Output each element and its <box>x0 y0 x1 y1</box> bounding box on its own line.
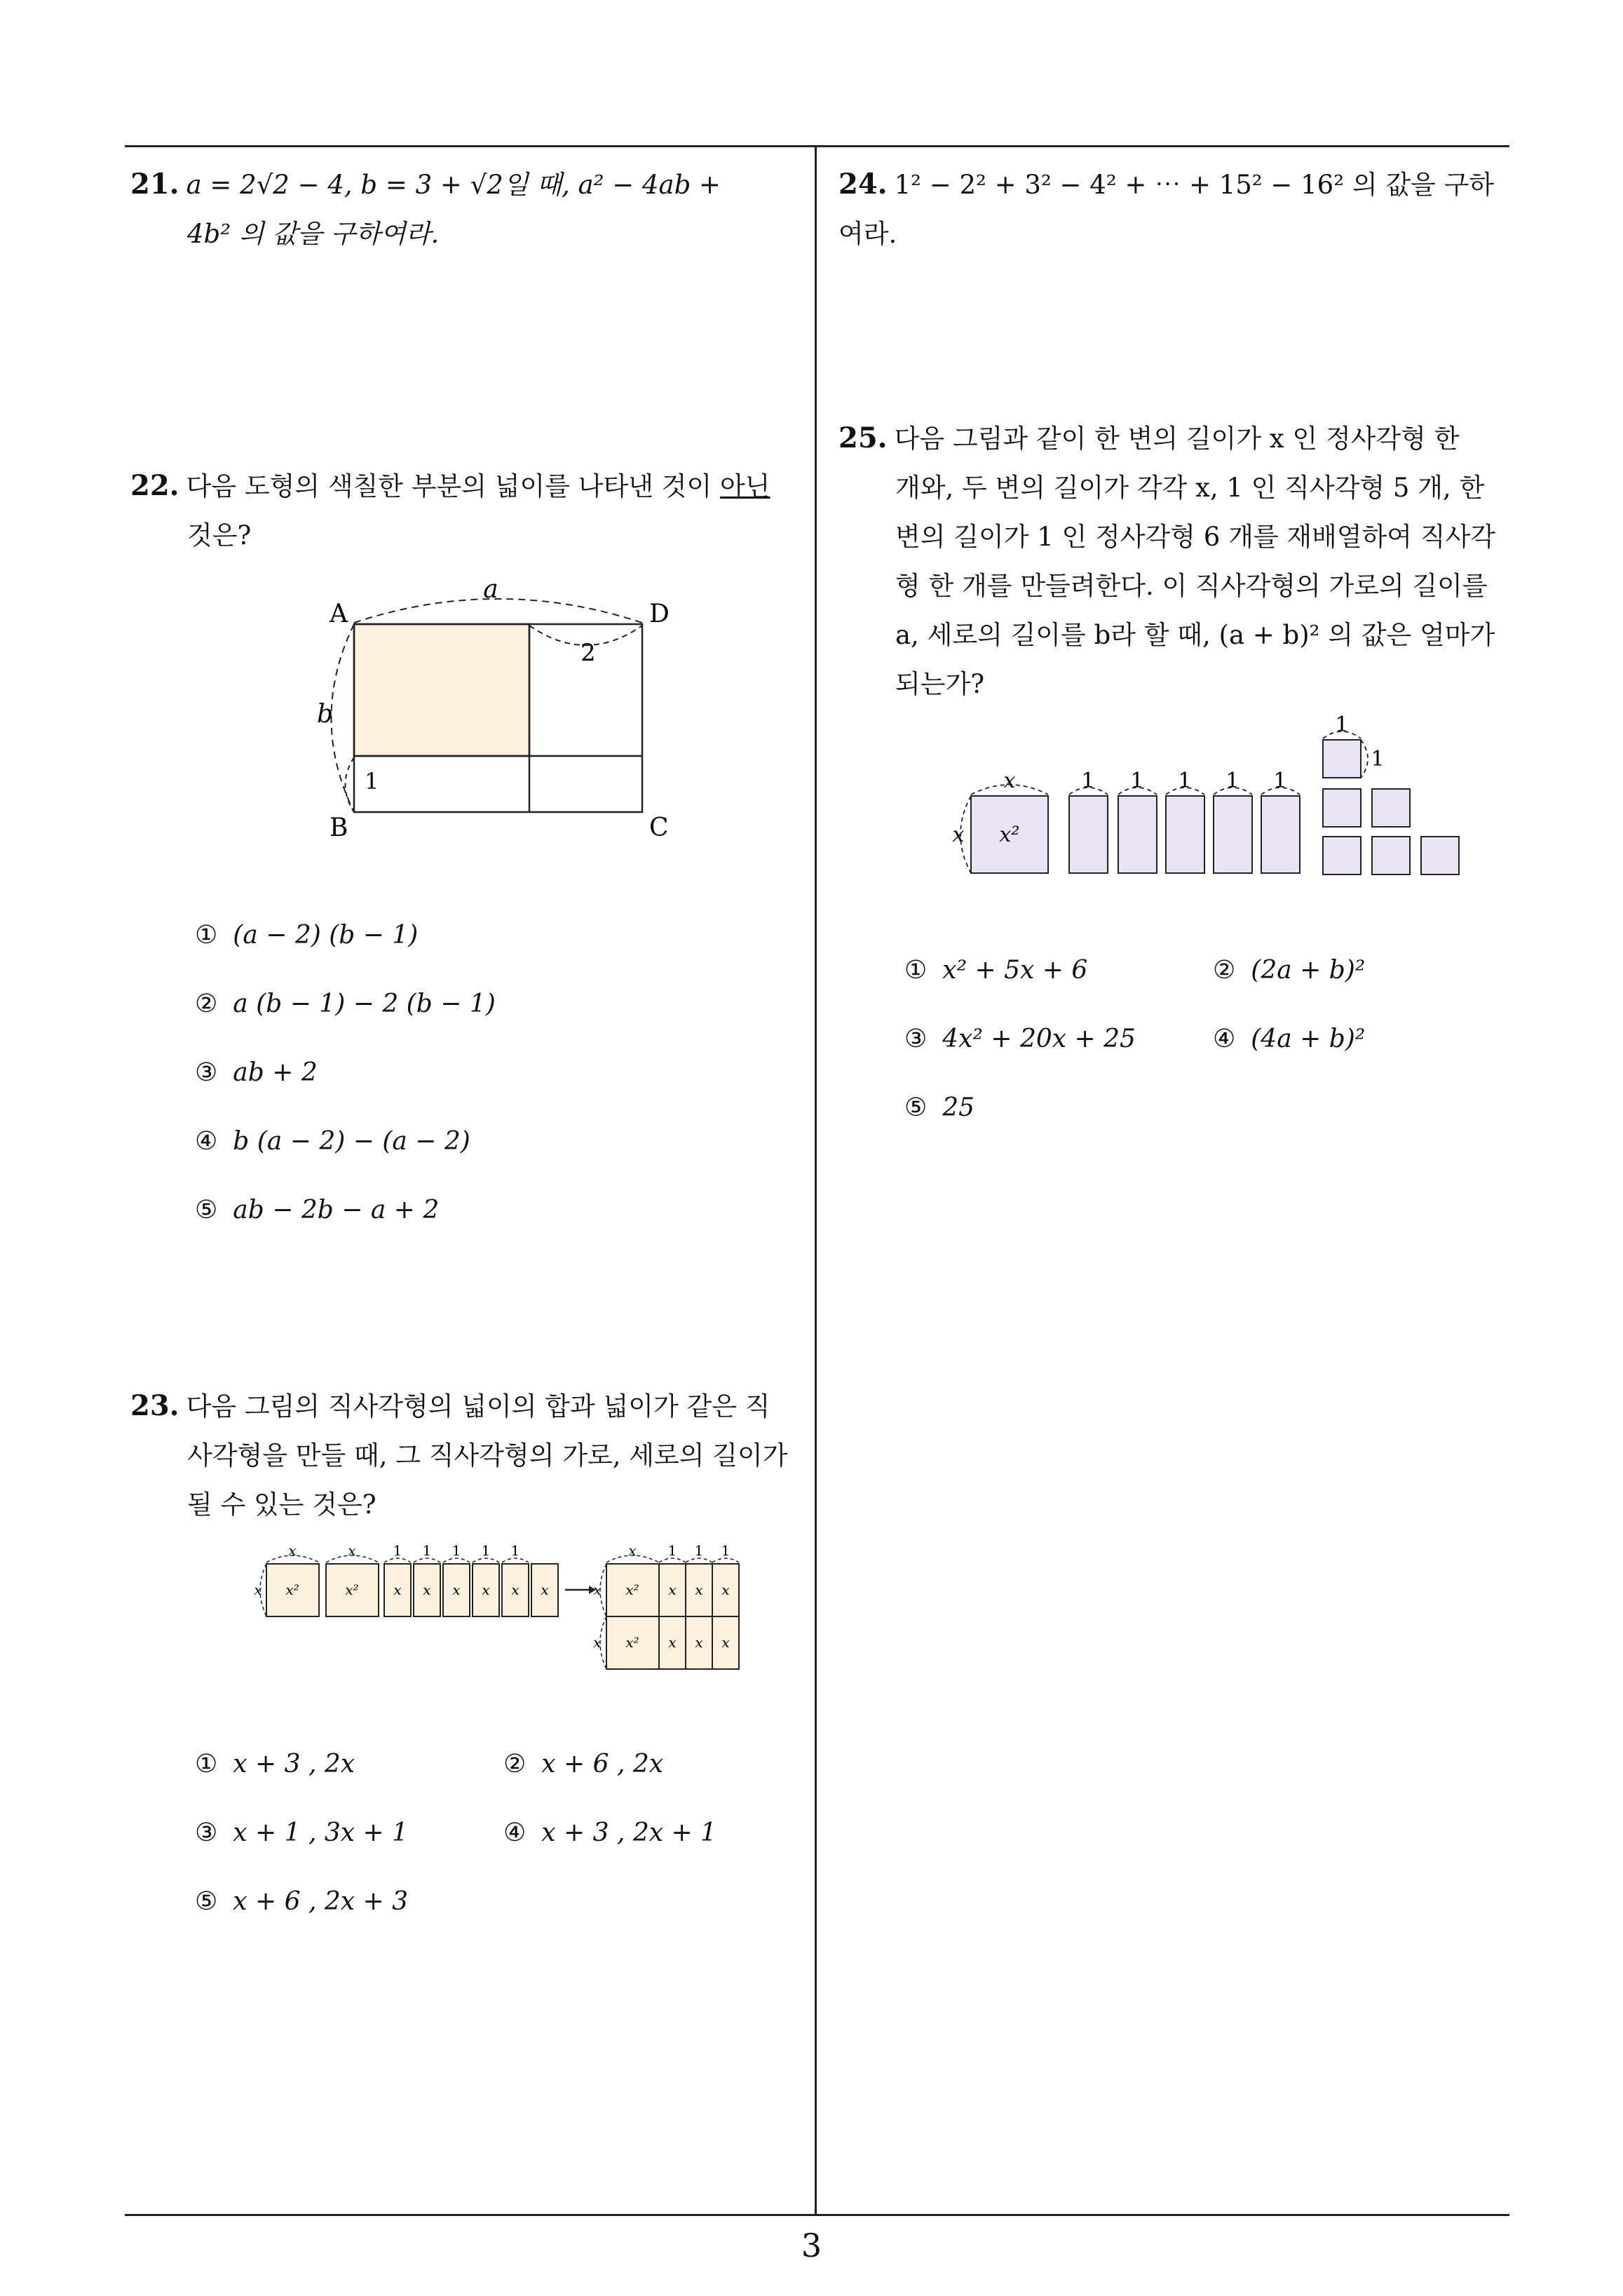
label-x: x <box>254 1581 262 1598</box>
label-x: x <box>721 1634 730 1651</box>
question-number: 24. <box>838 168 888 201</box>
choice-number: ① <box>195 921 218 950</box>
choice-2[interactable] <box>503 1749 663 1780</box>
label-x: x <box>628 1543 637 1559</box>
choice-number: ④ <box>503 1818 527 1847</box>
choice-5[interactable] <box>195 1195 439 1226</box>
label-1: 1 <box>422 1543 432 1559</box>
choice-text: x² + 5x + 6 <box>942 956 1088 985</box>
question-text: a, 세로의 길이를 b라 할 때, (a + b)² 의 값은 얼마가 <box>895 620 1495 650</box>
label-x: x <box>668 1581 677 1598</box>
choice-text: (2a + b)² <box>1251 956 1366 985</box>
choice-text: x + 3 , 2x + 1 <box>541 1818 717 1847</box>
label-x2: x² <box>625 1634 639 1651</box>
dashed-arc-b <box>332 624 355 812</box>
choice-1[interactable] <box>195 920 418 951</box>
choice-number: ③ <box>195 1818 218 1847</box>
label-x2: x² <box>345 1581 359 1598</box>
choice-3[interactable] <box>195 1818 408 1849</box>
label-1: 1 <box>1081 769 1095 793</box>
question-text: a = 2√2 − 4, b = 3 + √2일 때, a² − 4ab + <box>186 170 721 200</box>
label-x: x <box>1003 769 1016 793</box>
question-number: 23. <box>130 1389 179 1422</box>
label-x: x <box>423 1581 431 1598</box>
label-x: x <box>348 1543 356 1559</box>
label-x: x <box>452 1581 461 1598</box>
label-x: x <box>511 1581 520 1598</box>
choice-number: ② <box>1213 956 1236 985</box>
question-text: 4b² 의 값을 구하여라. <box>187 219 440 249</box>
question-text: 변의 길이가 1 인 정사각형 6 개를 재배열하여 직사각 <box>895 522 1496 552</box>
choice-text: 4x² + 20x + 25 <box>942 1025 1136 1053</box>
q25-figure <box>943 708 1476 898</box>
label-x: x <box>952 823 965 847</box>
label-a: a <box>483 582 498 604</box>
question-number: 21. <box>130 168 179 201</box>
choice-number: ⑤ <box>195 1887 218 1916</box>
choice-2[interactable] <box>1213 955 1365 986</box>
choice-text: ab − 2b − a + 2 <box>233 1196 440 1224</box>
choice-number: ④ <box>195 1127 218 1156</box>
label-x: x <box>695 1581 703 1598</box>
question-text-underlined: 아닌 <box>720 471 770 501</box>
label-x: x <box>695 1634 703 1651</box>
choice-2[interactable] <box>195 989 496 1020</box>
label-C: C <box>649 813 669 842</box>
choice-text: (4a + b)² <box>1251 1025 1366 1053</box>
label-1: 1 <box>1273 769 1287 793</box>
choice-number: ① <box>195 1750 218 1778</box>
label-x: x <box>482 1581 490 1598</box>
bottom-rule <box>125 2214 1509 2216</box>
choice-text: b (a − 2) − (a − 2) <box>233 1127 470 1156</box>
label-1: 1 <box>365 768 379 795</box>
q22-figure <box>308 582 687 849</box>
question-25 <box>838 414 1512 709</box>
label-1: 1 <box>1225 769 1240 793</box>
label-2: 2 <box>580 639 596 667</box>
label-x: x <box>593 1581 602 1598</box>
label-1: 1 <box>1178 769 1192 793</box>
choice-text: (a − 2) (b − 1) <box>233 921 419 950</box>
label-A: A <box>330 600 348 628</box>
question-text: 다음 그림의 직사각형의 넓이의 합과 넓이가 같은 직 <box>186 1391 770 1422</box>
question-text: 다음 그림과 같이 한 변의 길이가 x 인 정사각형 한 <box>894 424 1460 454</box>
label-1: 1 <box>1130 769 1144 793</box>
question-22 <box>130 461 803 560</box>
choice-number: ② <box>503 1750 527 1778</box>
choice-text: x + 1 , 3x + 1 <box>233 1818 409 1847</box>
question-23 <box>130 1382 803 1529</box>
question-text: 되는가? <box>895 669 985 699</box>
choice-3[interactable] <box>904 1024 1136 1055</box>
question-21 <box>130 160 803 259</box>
label-x2: x² <box>625 1581 639 1598</box>
choice-text: x + 6 , 2x <box>541 1750 664 1778</box>
choice-number: ③ <box>195 1058 218 1087</box>
choice-number: ① <box>904 956 928 985</box>
question-text: 1² − 2² + 3² − 4² + ⋯ + 15² − 16² 의 값을 구하여라. <box>838 170 1495 249</box>
label-1: 1 <box>1371 747 1385 771</box>
shaded-rectangle <box>354 624 529 756</box>
label-x2: x² <box>285 1581 299 1598</box>
label-1: 1 <box>694 1543 704 1559</box>
choice-4[interactable] <box>503 1818 717 1849</box>
choice-text: a (b − 1) − 2 (b − 1) <box>233 990 496 1018</box>
top-rule <box>125 145 1509 147</box>
question-text: 사각형을 만들 때, 그 직사각형의 가로, 세로의 길이가 <box>187 1440 788 1471</box>
label-x: x <box>721 1581 730 1598</box>
question-text: 다음 도형의 색칠한 부분의 넓이를 나타낸 것이 <box>186 471 721 501</box>
choice-4[interactable] <box>195 1126 470 1157</box>
question-text: 형 한 개를 만들려한다. 이 직사각형의 가로의 길이를 <box>895 571 1488 601</box>
question-number: 22. <box>130 469 179 502</box>
choice-number: ④ <box>1213 1025 1236 1053</box>
question-24 <box>838 160 1512 259</box>
label-1: 1 <box>481 1543 491 1559</box>
label-x: x <box>541 1581 549 1598</box>
label-1: 1 <box>1335 713 1349 737</box>
choice-5[interactable] <box>904 1093 975 1123</box>
choice-text: x + 3 , 2x <box>233 1750 355 1778</box>
choice-text: ab + 2 <box>233 1058 318 1087</box>
choice-1[interactable] <box>904 955 1087 986</box>
q23-figure <box>252 1543 743 1676</box>
page-number: 3 <box>801 2227 822 2264</box>
choice-number: ② <box>195 990 218 1018</box>
label-b: b <box>317 700 334 729</box>
choice-number: ③ <box>904 1025 928 1053</box>
question-text: 개와, 두 변의 길이가 각각 x, 1 인 직사각형 5 개, 한 <box>895 473 1485 503</box>
label-1: 1 <box>721 1543 731 1559</box>
choice-number: ⑤ <box>195 1196 218 1224</box>
choice-5[interactable] <box>195 1886 408 1917</box>
label-1: 1 <box>667 1543 677 1559</box>
question-text: 것은? <box>187 520 252 551</box>
dashed-arc-1 <box>346 757 355 812</box>
column-divider <box>815 147 817 2215</box>
choice-1[interactable] <box>195 1749 355 1780</box>
label-x: x <box>288 1543 297 1559</box>
label-x: x <box>593 1634 602 1651</box>
label-x: x <box>393 1581 402 1598</box>
label-B: B <box>330 813 348 842</box>
label-1: 1 <box>393 1543 402 1559</box>
choice-text: x + 6 , 2x + 3 <box>233 1887 409 1916</box>
label-D: D <box>649 600 670 628</box>
question-text: 될 수 있는 것은? <box>187 1490 376 1520</box>
label-x2: x² <box>999 823 1020 847</box>
choice-number: ⑤ <box>904 1093 928 1122</box>
label-1: 1 <box>510 1543 520 1559</box>
label-1: 1 <box>451 1543 461 1559</box>
choice-text: 25 <box>942 1093 975 1122</box>
question-number: 25. <box>838 421 888 454</box>
choice-4[interactable] <box>1213 1024 1365 1055</box>
label-x: x <box>668 1634 677 1651</box>
choice-3[interactable] <box>195 1058 318 1088</box>
